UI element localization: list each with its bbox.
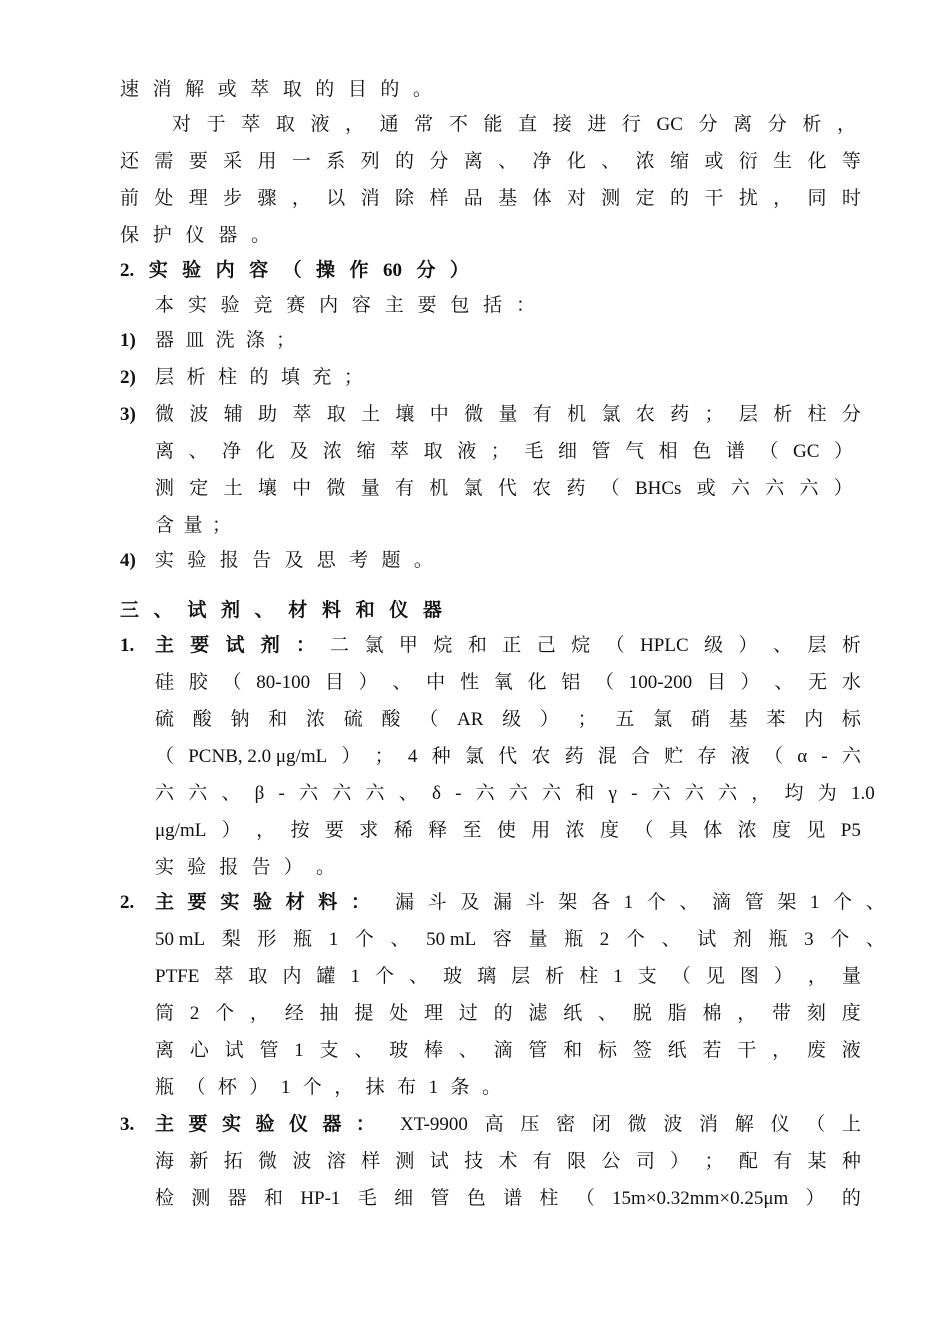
text-line: 速 消 解 或 萃 取 的 目 的 。: [120, 79, 432, 100]
text-line: 本 实 验 竞 赛 内 容 主 要 包 括 ：: [155, 295, 535, 316]
paragraph-line: [0, 106, 950, 143]
paragraph-line: [0, 143, 950, 180]
item-number: 2): [120, 367, 136, 388]
paragraph-line: [0, 71, 950, 108]
list-item-continuation: [0, 433, 950, 470]
heading-text: 2. 实 验 内 容 （ 操 作 60 分 ）: [120, 260, 469, 281]
list-item-continuation: [0, 1143, 950, 1180]
section-heading: [0, 252, 950, 289]
text-line: 实 验 报 告 及 思 考 题 。: [155, 550, 433, 571]
text-line: 对 于 萃 取 液 ， 通 常 不 能 直 接 进 行 GC 分 离 分 析 ，: [172, 114, 856, 135]
list-item-continuation: [0, 738, 950, 775]
text-line: 含 量 ；: [155, 515, 231, 536]
list-item-continuation: [0, 849, 950, 886]
text-line: 海 新 拓 微 波 溶 样 测 试 技 术 有 限 公 司 ） ； 配 有 某 种: [155, 1151, 861, 1172]
text-line: 测 定 土 壤 中 微 量 有 机 氯 代 农 药 （ BHCs 或 六 六 六 ）: [155, 478, 853, 499]
text-line: PTFE 萃 取 内 罐 1 个 、 玻 璃 层 析 柱 1 支 （ 见 图 ） ， 量: [155, 966, 861, 987]
item-number: 2.: [120, 892, 135, 913]
heading-text: 三 、 试 剂 、 材 料 和 仪 器: [120, 600, 442, 621]
text-line: 筒 2 个 ， 经 抽 提 处 理 过 的 滤 纸 、 脱 脂 棉 ， 带 刻 度: [155, 1003, 861, 1024]
list-item-continuation: [0, 1032, 950, 1069]
list-item-continuation: [0, 1180, 950, 1217]
text-line: 50 mL 梨 形 瓶 1 个 、 50 mL 容 量 瓶 2 个 、 试 剂 瓶 3 个 、: [155, 929, 885, 950]
list-item-continuation: [0, 1069, 950, 1106]
text-line: XT-9900 高 压 密 闭 微 波 消 解 仪 （ 上: [400, 1114, 861, 1135]
list-item-continuation: [0, 921, 950, 958]
text-line: 检 测 器 和 HP-1 毛 细 管 色 谱 柱 （ 15m×0.32mm×0.25μm ） 的: [155, 1188, 861, 1209]
list-item: [0, 627, 950, 664]
text-line: 前 处 理 步 骤 ， 以 消 除 样 品 基 体 对 测 定 的 干 扰 ， 同 时: [120, 188, 861, 209]
list-item-continuation: [0, 995, 950, 1032]
text-line: 还 需 要 采 用 一 系 列 的 分 离 、 净 化 、 浓 缩 或 衍 生 化 等: [120, 151, 861, 172]
list-item: [0, 396, 950, 433]
list-item-continuation: [0, 958, 950, 995]
section-heading: [0, 592, 950, 629]
list-item-continuation: [0, 812, 950, 849]
list-item: [0, 359, 950, 396]
text-line: 六 六 、 β - 六 六 六 、 δ - 六 六 六 和 γ - 六 六 六 ， 均 为 1.0: [155, 783, 875, 804]
text-line: 保 护 仪 器 。: [120, 225, 270, 246]
paragraph-line: [0, 180, 950, 217]
list-item-continuation: [0, 664, 950, 701]
text-line: 二 氯 甲 烷 和 正 己 烷 （ HPLC 级 ） 、 层 析: [330, 635, 861, 656]
list-item-continuation: [0, 775, 950, 812]
text-line: 硅 胶 （ 80-100 目 ） 、 中 性 氧 化 铝 （ 100-200 目 ） 、 无 水: [155, 672, 861, 693]
text-line: 微 波 辅 助 萃 取 土 壤 中 微 量 有 机 氯 农 药 ； 层 析 柱 分: [155, 404, 861, 425]
paragraph-line: [0, 287, 950, 324]
list-item: [0, 1106, 950, 1143]
item-number: 3): [120, 404, 136, 425]
text-line: 漏 斗 及 漏 斗 架 各 1 个 、 滴 管 架 1 个 、: [395, 892, 885, 913]
list-item: [0, 542, 950, 579]
item-number: 3.: [120, 1114, 135, 1135]
text-line: 器 皿 洗 涤 ；: [155, 330, 295, 351]
item-label: 主 要 试 剂 ：: [155, 635, 315, 656]
list-item-continuation: [0, 507, 950, 544]
list-item-continuation: [0, 701, 950, 738]
text-line: 瓶 （ 杯 ） 1 个 ， 抹 布 1 条 。: [155, 1077, 501, 1098]
text-line: （ PCNB, 2.0 μg/mL ） ； 4 种 氯 代 农 药 混 合 贮 存 液 （ α - 六: [155, 746, 861, 767]
text-line: 离 心 试 管 1 支 、 玻 棒 、 滴 管 和 标 签 纸 若 干 ， 废 液: [155, 1040, 861, 1061]
list-item: [0, 322, 950, 359]
text-line: 层 析 柱 的 填 充 ；: [155, 367, 363, 388]
list-item: [0, 884, 950, 921]
item-number: 1.: [120, 635, 135, 656]
text-line: 硫 酸 钠 和 浓 硫 酸 （ AR 级 ） ； 五 氯 硝 基 苯 内 标: [155, 709, 861, 730]
item-number: 4): [120, 550, 136, 571]
text-line: 实 验 报 告 ） 。: [155, 857, 335, 878]
text-line: 离 、 净 化 及 浓 缩 萃 取 液 ； 毛 细 管 气 相 色 谱 （ GC ）: [155, 441, 853, 462]
text-line: μg/mL ） ， 按 要 求 稀 释 至 使 用 浓 度 （ 具 体 浓 度 见 P5: [155, 820, 861, 841]
list-item-continuation: [0, 470, 950, 507]
paragraph-line: [0, 217, 950, 254]
item-number: 1): [120, 330, 136, 351]
item-label: 主 要 实 验 材 料 ：: [155, 892, 370, 913]
item-label: 主 要 实 验 仪 器 ：: [155, 1114, 375, 1135]
